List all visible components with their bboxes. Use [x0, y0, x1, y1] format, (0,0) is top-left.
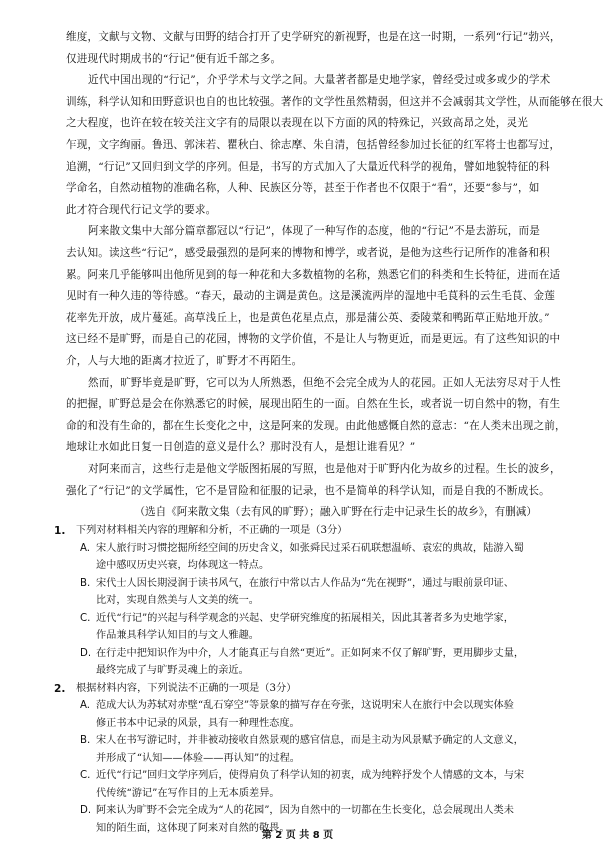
- passage-line: 见时有一种久违的等待感。“春天，最动的主调是黄色。这是溪流两岸的湿地中毛茛科的云生毛茛、金莲: [66, 290, 556, 303]
- option-text: 宋代士人因长期浸润于读书风气，在旅行中常以古人作品为“先在视野”，通过与眼前景印证、: [96, 577, 514, 589]
- option-continuation: 并形成了“认知——体验——再认知”的过程。: [96, 752, 300, 764]
- passage-line: 强化了“行记”的文学属性，它不是冒险和征服的记录，也不是简单的科学认知，而是自我的不断成长。: [66, 484, 550, 497]
- option-b[interactable]: [80, 734, 540, 748]
- passage-line: 维度，文献与文物、文献与田野的结合打开了史学研究的新视野，也是在这一时期，一系列“行记”勃兴，: [66, 31, 561, 43]
- option-continuation: 知的陌生面，这体现了阿来对自然的敬畏。: [96, 822, 290, 834]
- passage-line: 对阿来而言，这些行走是他文学版图拓展的写照，也是他对于旷野内化为故乡的过程。生长的波乡，: [88, 463, 561, 475]
- passage-line: 这已经不是旷野，而是自己的花园，博物的文学价值，不是让人与物更近，而是更远。有了这些知识的中: [66, 333, 561, 346]
- option-continuation: 修正书本中记录的风景，具有一种理性态度。: [96, 717, 300, 729]
- option-continuation: 最终完成了与旷野灵魂上的亲近。: [96, 665, 249, 677]
- passage-line: 学命名，自然动植物的准确名称，人种、民族区分等，甚至于作者也不仅限于“看”，还要“参与”，如: [66, 182, 540, 195]
- passage-line: 此才符合现代行记文学的要求。: [66, 203, 217, 216]
- passage-line: 训练，科学认知和田野意识也自的也比较强。著作的文学性虽然精弱，但这并不会减弱其文学性，从而能够在很大: [66, 95, 603, 108]
- option-label: C.: [80, 770, 91, 782]
- option-text: 在行走中把知识作为中介，人才能真正与自然“更近”。正如阿来不仅了解旷野，更用脚步丈量，: [96, 647, 525, 659]
- option-d[interactable]: [80, 804, 540, 818]
- option-label: A.: [80, 542, 91, 554]
- option-continuation: 途中感叹历史兴衰，均体现这一特点。: [96, 560, 270, 572]
- option-label: B.: [80, 735, 91, 747]
- question-stem: 根据材料内容，下列说法不正确的一项是（3分）: [76, 682, 297, 694]
- option-c[interactable]: [80, 612, 540, 626]
- passage-line: 累。阿来几乎能够叫出他所见到的每一种花和大多数植物的名称，熟悉它们的科类和生长特征，进而在适: [66, 268, 561, 281]
- option-continuation: 比对，实现自然美与人文美的统一。: [96, 595, 259, 607]
- option-text: 宋人在书写游记时，并非被动接收自然景观的感官信息，而是主动为风景赋予确定的人文意义，: [96, 735, 524, 747]
- option-text: 范成大认为苏轼对赤壁“乱石穿空”等景象的描写存在夸张，这说明宋人在旅行中会以现实体验: [96, 700, 514, 712]
- passage-line: 追溯，“行记”又回归到文学的序列。但是，书写的方式加入了大量近代科学的视角，譬如地貌特征的科: [66, 160, 550, 173]
- passage-line: 介，人与大地的距离才拉近了，旷野才不再陌生。: [66, 355, 303, 367]
- passage-line: 之大程度，也许在较在较关注文字有的局限以表现在以下方面的风的特殊记，兴致高昂之处，灵光: [66, 117, 528, 130]
- passage-line: 地球让水如此日复一日创造的意义是什么？那时没有人，是想让谁看见？”: [66, 441, 416, 454]
- option-b[interactable]: [80, 577, 540, 591]
- passage-line: 阿来散文集中大部分篇章都冠以“行记”，体现了一种写作的态度，他的“行记”不是去游玩，而是: [88, 225, 541, 238]
- question-number: 1.: [54, 525, 66, 538]
- option-a[interactable]: [80, 542, 540, 556]
- option-continuation: 作品兼具科学认知目的与文人雅趣。: [96, 630, 259, 642]
- passage-line: 然而，旷野毕竟是旷野，它可以为人所熟悉，但绝不会完全成为人的花园。正如人无法穷尽对于人性: [88, 376, 561, 389]
- option-text: 近代“行记”的兴起与科学观念的兴起、史学研究维度的拓展相关，因此其著者多为史地学家，: [96, 612, 514, 624]
- question-number: 2.: [54, 682, 66, 695]
- option-label: A.: [80, 700, 91, 712]
- passage-line: 的把握，旷野总是会在你熟悉它的时候，展现出陌生的一面。自然在生长，或者说一切自然中的物，有生: [66, 398, 561, 411]
- option-text: 阿来认为旷野不会完全成为“人的花园”，因为自然中的一切都在生长变化，总会展现出人类未: [96, 805, 514, 817]
- option-label: D.: [80, 647, 92, 659]
- option-text: 宋人旅行时习惯挖掘所经空间的历史含义，如张舜民过采石矶联想温峤、袁宏的典故，陆游入蜀: [96, 542, 524, 554]
- passage-line: 去认知。读这些“行记”，感受最强烈的是阿来的博物和博学，或者说，是他为这些行记所作的准备和积: [66, 247, 550, 259]
- option-continuation: 代传统“游记”在写作目的上无本质差异。: [96, 787, 280, 799]
- option-label: C.: [80, 612, 91, 624]
- passage-source: （选自《阿来散文集（去有风的旷野）；融入旷野在行走中记录生长的故乡》，有删减）: [134, 506, 537, 519]
- question-stem: 下列对材料相关内容的理解和分析，不正确的一项是（3分）: [76, 525, 348, 537]
- option-a[interactable]: [80, 699, 540, 713]
- option-label: D.: [80, 805, 92, 817]
- passage-line: 近代中国出现的“行记”，介乎学术与文学之间。大量著者都是史地学家，曾经受过或多或少的学术: [88, 74, 551, 87]
- passage-line: 仅进现代时期成书的“行记”便有近千部之多。: [66, 52, 282, 65]
- page-footer: 第 2 页 共 8 页: [261, 830, 334, 841]
- option-label: B.: [80, 577, 91, 589]
- passage-line: 乍现，文字绚丽。鲁迅、郭沫若、瞿秋白、徐志摩、朱自清，包括曾经参加过长征的红军将士也都写过，: [66, 139, 561, 151]
- passage-line: 命的和没有生命的，都在生长变化之中，这是阿来的发现。由此他感慨自然的意志：“在人类未出现之前，: [66, 419, 566, 432]
- option-text: 近代“行记”回归文学序列后，使得肩负了科学认知的初衷，成为纯粹抒发个人情感的文本，与宋: [96, 770, 525, 782]
- option-c[interactable]: [80, 769, 540, 783]
- passage-line: 花率先开放，成片蔓延。高草浅丘上，也是黄色花星点点，那是蒲公英、委陵菜和鸭跖草正贴地开放。”: [66, 311, 550, 324]
- option-d[interactable]: [80, 647, 540, 661]
